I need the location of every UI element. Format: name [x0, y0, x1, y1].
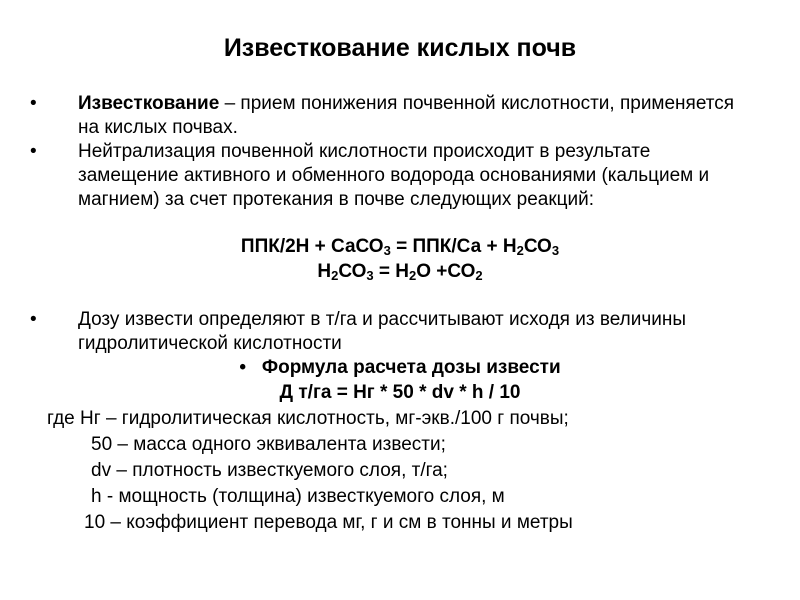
bullet-liming-definition: [30, 92, 750, 140]
lime-dose-text: Дозу извести определяют в т/га и рассчитывают исходя из величины гидролитической кислотности: [78, 309, 686, 354]
slide-title: Известкование кислых почв: [223, 34, 577, 62]
formula-heading: [0, 356, 800, 380]
bullet-dot: •: [30, 309, 37, 330]
bullet-dot: •: [30, 93, 37, 114]
bullet-neutralization: [30, 140, 750, 212]
note-equivalent-mass: 50 – масса одного эквивалента извести;: [91, 434, 446, 455]
term-liming: Известкование: [78, 93, 220, 114]
bullet-dot: •: [30, 141, 37, 162]
bullet-lime-dose: [30, 308, 750, 356]
note-hydrolytic-acidity: где Нг – гидролитическая кислотность, мг-экв./100 г почвы;: [47, 408, 569, 429]
bullet-dot: •: [239, 357, 247, 378]
neutralization-text: Нейтрализация почвенной кислотности происходит в результате замещение активного и обменного водорода основаниями (кальцием и магнием) за счет протекания в почве следующих реакций:: [78, 141, 710, 210]
note-conversion-factor: 10 – коэффициент перевода мг, г и см в тонны и метры: [84, 512, 573, 533]
liming-definition-text: – прием понижения почвенной кислотности, применяется на кислых почвах.: [78, 93, 735, 138]
formula-heading-text: Формула расчета дозы извести: [261, 357, 561, 378]
note-layer-thickness: h - мощность (толщина) известкуемого слоя, м: [91, 486, 505, 507]
reaction-2: $Н_2СО_3 = Н_2О +СО_2$: [317, 261, 483, 283]
dose-formula: Д т/га = Нг * 50 * dv * h / 10: [279, 382, 521, 403]
reaction-1: ППК/2Н + СаСО$_3$ = $ППК/Са + Н_2СО_3$: [240, 236, 560, 258]
note-layer-density: dv – плотность известкуемого слоя, т/га;: [91, 460, 448, 481]
